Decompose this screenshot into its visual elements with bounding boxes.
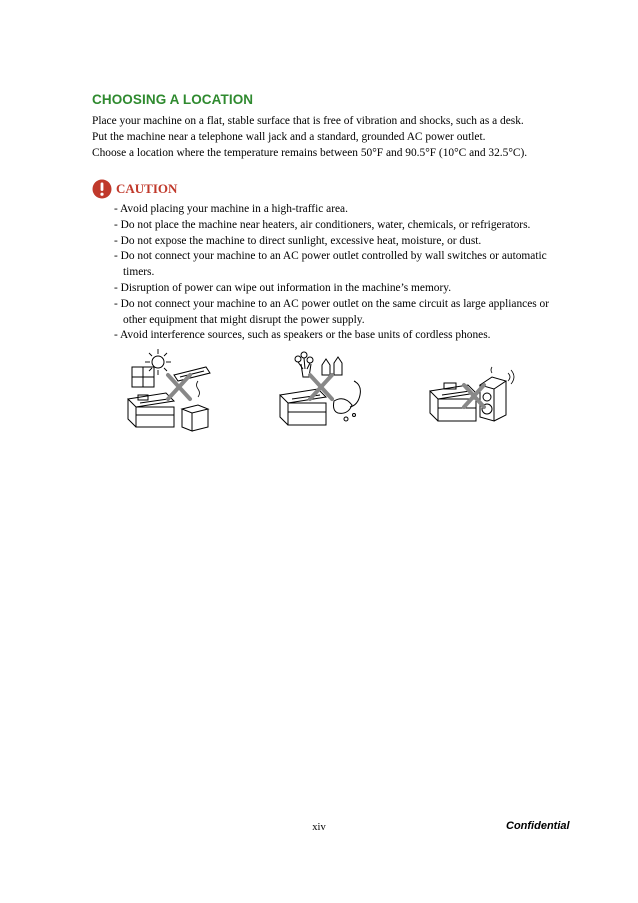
- caution-box: [92, 178, 592, 344]
- machine-near-heater-sun-illustration: [118, 345, 228, 435]
- caution-item: [114, 234, 592, 250]
- caution-item: [114, 218, 592, 234]
- caution-item-text: - Do not connect your machine to an AC power outlet controlled by wall switches or automatic: [114, 250, 547, 263]
- caution-list: [92, 202, 592, 344]
- machine-near-speaker-illustration: [422, 345, 522, 435]
- caution-header: [92, 178, 592, 200]
- caution-item: [114, 328, 592, 344]
- caution-item-text: - Do not expose the machine to direct sunlight, excessive heat, moisture, or dust.: [114, 234, 482, 247]
- warning-icon: [92, 179, 112, 199]
- intro-line: Choose a location where the temperature remains between 50°F and 90.5°F (10°C and 32.5°C).: [92, 147, 528, 159]
- caution-item-text: - Do not place the machine near heaters, air conditioners, water, chemicals, or refrigerators.: [114, 218, 531, 231]
- caution-title: CAUTION: [116, 181, 178, 196]
- caution-item-text: - Do not connect your machine to an AC power outlet on the same circuit as large appliances or: [114, 297, 550, 310]
- confidential-label: Confidential: [506, 820, 570, 832]
- page-number: xiv: [312, 822, 326, 833]
- caution-item-continuation: timers.: [123, 266, 155, 279]
- caution-item-text: - Disruption of power can wipe out information in the machine’s memory.: [114, 281, 452, 294]
- caution-item-text: - Avoid interference sources, such as speakers or the base units of cordless phones.: [114, 329, 491, 342]
- intro-paragraph: [92, 113, 592, 161]
- machine-near-water-chemicals-illustration: [272, 345, 372, 435]
- caution-item-text: - Avoid placing your machine in a high-traffic area.: [114, 203, 348, 215]
- caution-item: [114, 249, 592, 281]
- intro-line: Place your machine on a flat, stable surface that is free of vibration and shocks, such as a desk.: [92, 115, 524, 127]
- section-heading: CHOOSING A LOCATION: [92, 92, 254, 107]
- caution-item: [114, 202, 592, 218]
- caution-item: [114, 281, 592, 297]
- caution-item-continuation: other equipment that might disrupt the power supply.: [123, 313, 365, 326]
- intro-line: Put the machine near a telephone wall jack and a standard, grounded AC power outlet.: [92, 131, 486, 143]
- caution-item: [114, 297, 592, 329]
